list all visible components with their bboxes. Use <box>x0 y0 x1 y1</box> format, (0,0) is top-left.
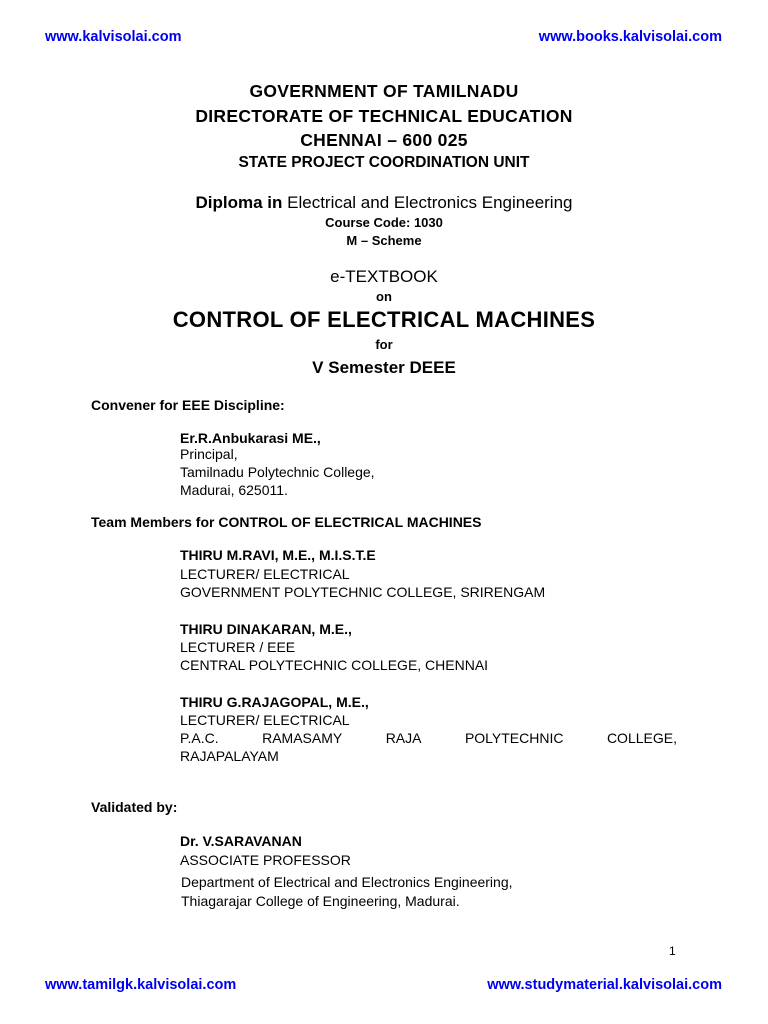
course-code: Course Code: 1030 <box>325 215 443 230</box>
semester-label: V Semester DEEE <box>312 358 456 377</box>
validator-line: Thiagarajar College of Engineering, Madurai. <box>181 893 460 909</box>
member-role: LECTURER/ ELECTRICAL <box>180 712 350 728</box>
validator-role: ASSOCIATE PROFESSOR <box>180 852 351 868</box>
member-college: CENTRAL POLYTECHNIC COLLEGE, CHENNAI <box>180 657 489 673</box>
member-college-line2: RAJAPALAYAM <box>180 748 279 764</box>
member-name: THIRU G.RAJAGOPAL, M.E., <box>180 694 369 710</box>
convener-line: Madurai, 625011. <box>180 482 288 498</box>
college-word: POLYTECHNIC <box>464 730 564 746</box>
for-label: for <box>375 337 393 352</box>
footer-link-studymaterial[interactable]: www.studymaterial.kalvisolai.com <box>487 977 722 993</box>
college-word: RAMASAMY <box>262 730 343 746</box>
page-number: 1 <box>669 944 676 958</box>
convener-heading: Convener for EEE Discipline: <box>91 397 285 413</box>
convener-name: Er.R.Anbukarasi ME., <box>180 430 321 446</box>
header-link-kalvisolai[interactable]: www.kalvisolai.com <box>45 29 182 45</box>
member-college-justified <box>180 730 677 746</box>
on-label: on <box>376 289 392 304</box>
college-word: P.A.C. <box>180 730 219 746</box>
header-link-books[interactable]: www.books.kalvisolai.com <box>538 29 722 45</box>
member-role: LECTURER / EEE <box>180 639 296 655</box>
validator-name: Dr. V.SARAVANAN <box>180 833 302 849</box>
diploma-line <box>0 193 768 213</box>
member-college: GOVERNMENT POLYTECHNIC COLLEGE, SRIRENGAM <box>180 584 546 600</box>
diploma-prefix: Diploma in <box>195 193 283 212</box>
directorate-title: DIRECTORATE OF TECHNICAL EDUCATION <box>195 106 573 126</box>
etextbook-label: e-TEXTBOOK <box>330 267 438 286</box>
member-name: THIRU DINAKARAN, M.E., <box>180 621 352 637</box>
member-name: THIRU M.RAVI, M.E., M.I.S.T.E <box>180 547 376 563</box>
govt-title: GOVERNMENT OF TAMILNADU <box>249 81 519 101</box>
validator-line: Department of Electrical and Electronics Engineering, <box>181 874 513 890</box>
footer-link-tamilgk[interactable]: www.tamilgk.kalvisolai.com <box>45 977 237 993</box>
member-role: LECTURER/ ELECTRICAL <box>180 566 350 582</box>
subject-title: CONTROL OF ELECTRICAL MACHINES <box>172 307 596 332</box>
convener-line: Tamilnadu Polytechnic College, <box>180 464 375 480</box>
team-heading: Team Members for CONTROL OF ELECTRICAL MACHINES <box>91 514 482 530</box>
convener-line: Principal, <box>180 446 238 462</box>
unit-title: STATE PROJECT COORDINATION UNIT <box>238 154 530 171</box>
college-word: COLLEGE, <box>606 730 677 746</box>
validated-heading: Validated by: <box>91 799 178 815</box>
city-title: CHENNAI – 600 025 <box>300 130 468 150</box>
scheme: M – Scheme <box>346 233 422 248</box>
diploma-name: Electrical and Electronics Engineering <box>287 193 573 212</box>
college-word: RAJA <box>385 730 422 746</box>
